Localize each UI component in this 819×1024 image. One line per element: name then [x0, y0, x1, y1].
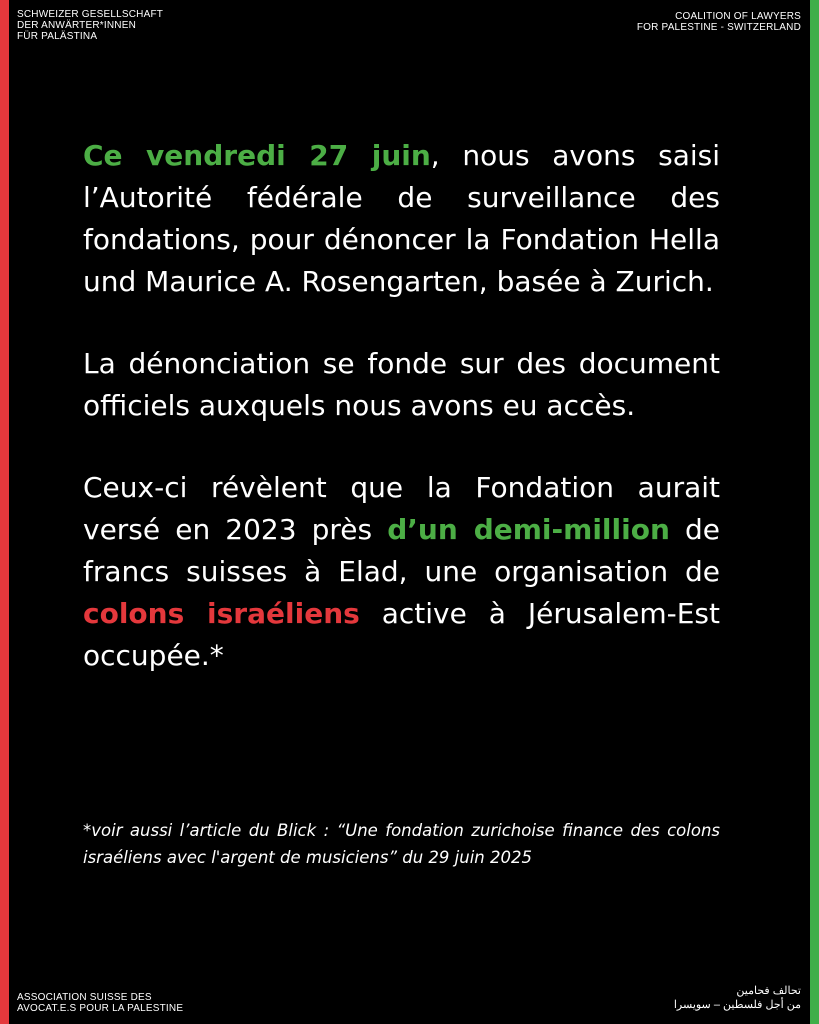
footer-right-line-1: تحالف فحامين [736, 985, 801, 997]
paragraph-3-part-3: active à Jérusalem-Est occupée.* [83, 597, 720, 672]
right-green-bar [810, 0, 819, 1024]
settlers-highlight: colons israéliens [83, 597, 360, 630]
paragraph-3-part-1: Ceux-ci révèlent que la Fondation aurait versé en 2023 près [83, 471, 720, 546]
footer-left-line-1: ASSOCIATION SUISSE DES [17, 992, 152, 1003]
paragraph-1-text: , nous avons saisi l’Autorité fédérale de surveillance des fondations, pour dénoncer la Fondation Hella und Maurice A. Rosengarten, basée à Zurich. [83, 139, 720, 298]
header-left-line-2: DER ANWÄRTER*INNEN [17, 20, 136, 31]
paragraph-2 [83, 343, 720, 427]
amount-highlight: d’un demi-million [387, 513, 670, 546]
header-left-line-1: SCHWEIZER GESELLSCHAFT [17, 9, 164, 20]
header-left-org [17, 9, 163, 42]
footnote: *voir aussi l’article du Blick : “Une fondation zurichoise finance des colons israéliens avec l'argent de musiciens” du 29 juin 2025 [83, 821, 720, 867]
main-text [83, 135, 720, 717]
left-red-bar [0, 0, 9, 1024]
paragraph-3-part-2: de francs suisses à Elad, une organisation de [83, 513, 720, 588]
paragraph-3 [83, 467, 720, 677]
header-left-line-3: FÜR PALÄSTINA [17, 31, 98, 42]
header-right-line-2: FOR PALESTINE - SWITZERLAND [636, 22, 801, 33]
header-right-line-1: COALITION OF LAWYERS [675, 11, 801, 22]
date-highlight: Ce vendredi 27 juin [83, 139, 431, 172]
paragraph-2-text: La dénonciation se fonde sur des document officiels auxquels nous avons eu accès. [83, 347, 720, 422]
footer-right-line-2: من أجل فلسطين – سويسرا [673, 999, 801, 1011]
footer-right-org [674, 984, 801, 1012]
header-right-org [637, 11, 801, 33]
footer-left-org [17, 992, 183, 1014]
footer-left-line-2: AVOCAT.E.S POUR LA PALESTINE [17, 1003, 184, 1014]
paragraph-1 [83, 135, 720, 303]
